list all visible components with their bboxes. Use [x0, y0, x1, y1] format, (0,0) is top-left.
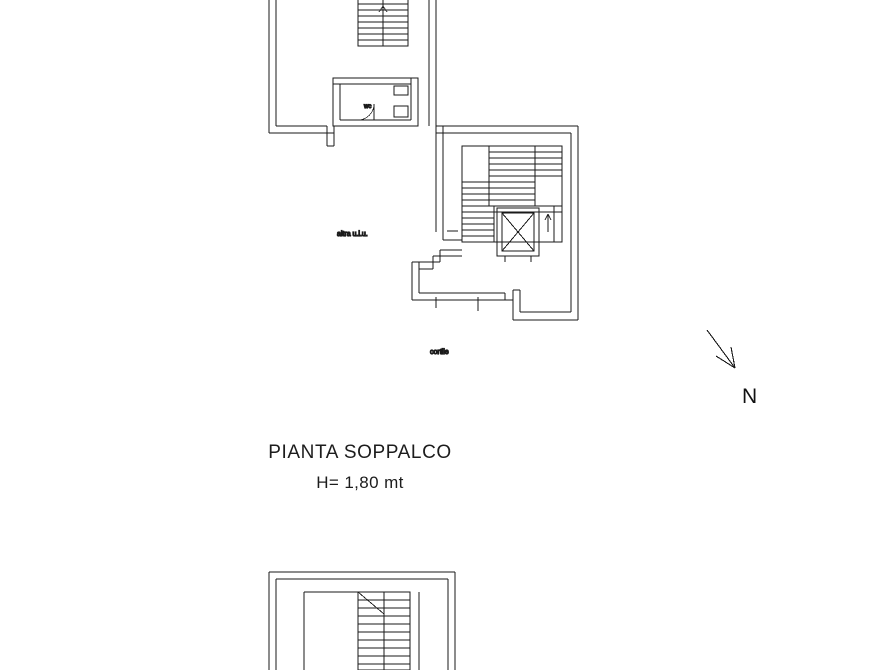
- upper-plan-outer-walls: [269, 0, 436, 146]
- central-vertical-walls: [436, 126, 443, 240]
- plan-caption: [190, 438, 530, 498]
- main-stairwell: [462, 146, 562, 242]
- wc-room: [333, 78, 418, 126]
- door-openings: [436, 231, 478, 311]
- north-arrow: [707, 330, 735, 368]
- lower-plan: [269, 572, 455, 670]
- stair-arrow: [545, 214, 551, 232]
- label-cortile: cortile: [430, 349, 449, 356]
- lower-stair-flight: [358, 592, 410, 670]
- plan-title: PIANTA SOPPALCO: [268, 442, 452, 463]
- lift-shaft: [497, 208, 539, 262]
- right-block-walls: [436, 126, 578, 320]
- courtyard-walls: [412, 240, 513, 300]
- upper-stair-flight: [358, 0, 408, 46]
- plan-height: H= 1,80 mt: [316, 473, 404, 492]
- label-wc: wc: [364, 104, 372, 110]
- north-label: N: [742, 385, 758, 408]
- label-altra-uiu: altra u.i.u.: [337, 231, 368, 238]
